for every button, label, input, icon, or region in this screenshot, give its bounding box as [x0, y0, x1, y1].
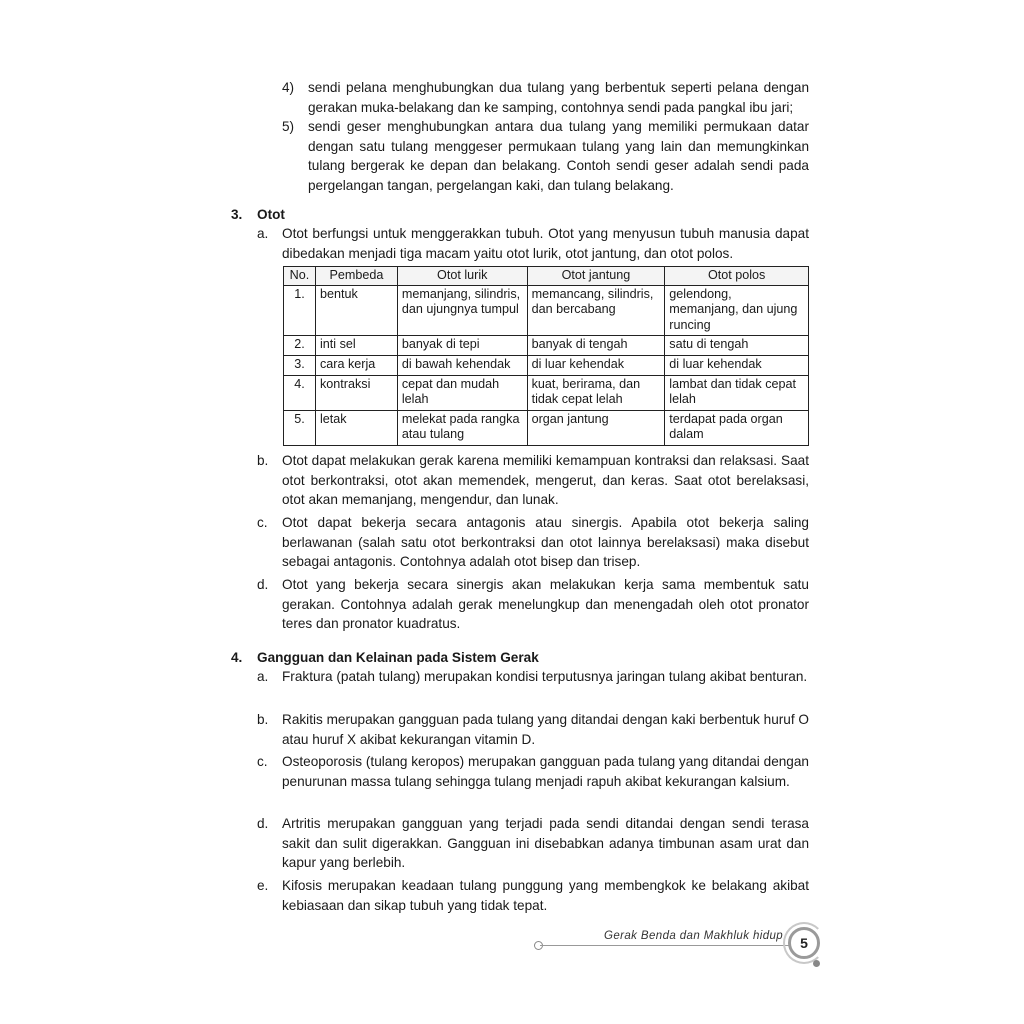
table-cell: organ jantung [527, 410, 665, 445]
muscle-comparison-table [283, 266, 809, 446]
list-number: c. [257, 515, 268, 530]
table-cell: memanjang, silindris, dan ujungnya tumpul [397, 285, 527, 336]
table-cell: satu di tengah [665, 336, 809, 356]
list-number: a. [257, 226, 269, 241]
table-row [284, 375, 809, 410]
table-cell: terdapat pada organ dalam [665, 410, 809, 445]
section-title: Otot [257, 207, 285, 222]
section-title: Gangguan dan Kelainan pada Sistem Gerak [257, 650, 539, 665]
list-item: Fraktura (patah tulang) merupakan kondisi terputusnya jaringan tulang akibat benturan. [282, 669, 808, 684]
table-cell: banyak di tengah [527, 336, 665, 356]
column-header: Otot polos [665, 267, 809, 286]
list-item: Osteoporosis (tulang keropos) merupakan gangguan pada tulang yang ditandai dengan penurunan massa tulang sehingga tulang menjadi rapuh akibat kekurangan kalsium. [282, 754, 809, 789]
list-item: sendi geser menghubungkan antara dua tulang yang memiliki permukaan datar dengan satu tulang menggeser permukaan tulang yang lain dan memungkinkan tulang bergerak ke depan dan belakang. Contoh sendi geser adalah sendi pada pergelangan tangan, pergelangan kaki, dan tulang belakang. [308, 119, 809, 193]
list-item: sendi pelana menghubungkan dua tulang yang berbentuk seperti pelana dengan gerakan muka-belakang dan ke samping, contohnya sendi pada pangkal ibu jari; [308, 80, 809, 115]
list-number: d. [257, 816, 269, 831]
running-title: Gerak Benda dan Makhluk hidup [604, 930, 784, 942]
list-number: 5) [282, 119, 295, 134]
table-row [284, 336, 809, 356]
table-cell: di bawah kehendak [397, 355, 527, 375]
table-cell: 5. [284, 410, 316, 445]
list-item: Otot yang bekerja secara sinergis akan melakukan kerja sama membentuk satu gerakan. Contohnya adalah gerak menelungkup dan menengadah oleh otot pronator teres dan pronator kuadratus. [282, 577, 809, 632]
table-cell: bentuk [315, 285, 397, 336]
table-header-row [284, 267, 809, 286]
list-number: a. [257, 669, 269, 684]
table-cell: cara kerja [315, 355, 397, 375]
column-header: Otot jantung [527, 267, 665, 286]
table-cell: banyak di tepi [397, 336, 527, 356]
list-number: e. [257, 878, 269, 893]
column-header: No. [284, 267, 316, 286]
section-number: 4. [231, 650, 243, 665]
table-cell: 2. [284, 336, 316, 356]
list-item: Otot dapat bekerja secara antagonis atau sinergis. Apabila otot bekerja saling berlawanan (salah satu otot berkontraksi dan otot lainnya berelaksasi) maka disebut sebagai antagonis. Contohnya adalah otot bisep dan trisep. [282, 515, 809, 570]
table-cell: di luar kehendak [665, 355, 809, 375]
page-number: 5 [788, 927, 820, 959]
table-cell: inti sel [315, 336, 397, 356]
table-cell: lambat dan tidak cepat lelah [665, 375, 809, 410]
column-header: Otot lurik [397, 267, 527, 286]
table-cell: kuat, berirama, dan tidak cepat lelah [527, 375, 665, 410]
table-cell: melekat pada rangka atau tulang [397, 410, 527, 445]
table-cell: kontraksi [315, 375, 397, 410]
page-badge-dot-icon [813, 960, 820, 967]
table-cell: cepat dan mudah lelah [397, 375, 527, 410]
list-number: b. [257, 453, 269, 468]
column-header: Pembeda [315, 267, 397, 286]
list-item: Rakitis merupakan gangguan pada tulang yang ditandai dengan kaki berbentuk huruf O atau huruf X akibat kekurangan vitamin D. [282, 712, 809, 747]
list-number: b. [257, 712, 269, 727]
list-item: Otot dapat melakukan gerak karena memiliki kemampuan kontraksi dan relaksasi. Saat otot berkontraksi, otot akan memendek, mengerut, dan keras. Saat otot berelaksasi, otot akan memanjang, mengendur, dan lunak. [282, 453, 809, 508]
section-number: 3. [231, 207, 243, 222]
list-item: Artritis merupakan gangguan yang terjadi pada sendi ditandai dengan sendi terasa sakit dan sulit digerakkan. Gangguan ini disebabkan adanya timbunan asam urat dan kapur yang berlebih. [282, 816, 809, 871]
list-item: Otot berfungsi untuk menggerakkan tubuh. Otot yang menyusun tubuh manusia dapat dibedakan menjadi tiga macam yaitu otot lurik, otot jantung, dan otot polos. [282, 226, 809, 261]
table-cell: 4. [284, 375, 316, 410]
table-cell: letak [315, 410, 397, 445]
table-cell: memancang, silindris, dan bercabang [527, 285, 665, 336]
list-number: c. [257, 754, 268, 769]
list-number: d. [257, 577, 269, 592]
table-cell: gelendong, memanjang, dan ujung runcing [665, 285, 809, 336]
list-number: 4) [282, 80, 295, 95]
table-row [284, 355, 809, 375]
table-cell: 1. [284, 285, 316, 336]
table-cell: 3. [284, 355, 316, 375]
table-row [284, 285, 809, 336]
footer-rule [540, 945, 790, 946]
table-cell: di luar kehendak [527, 355, 665, 375]
list-item: Kifosis merupakan keadaan tulang punggung yang membengkok ke belakang akibat kebiasaan dan sikap tubuh yang tidak tepat. [282, 878, 809, 913]
table-row [284, 410, 809, 445]
